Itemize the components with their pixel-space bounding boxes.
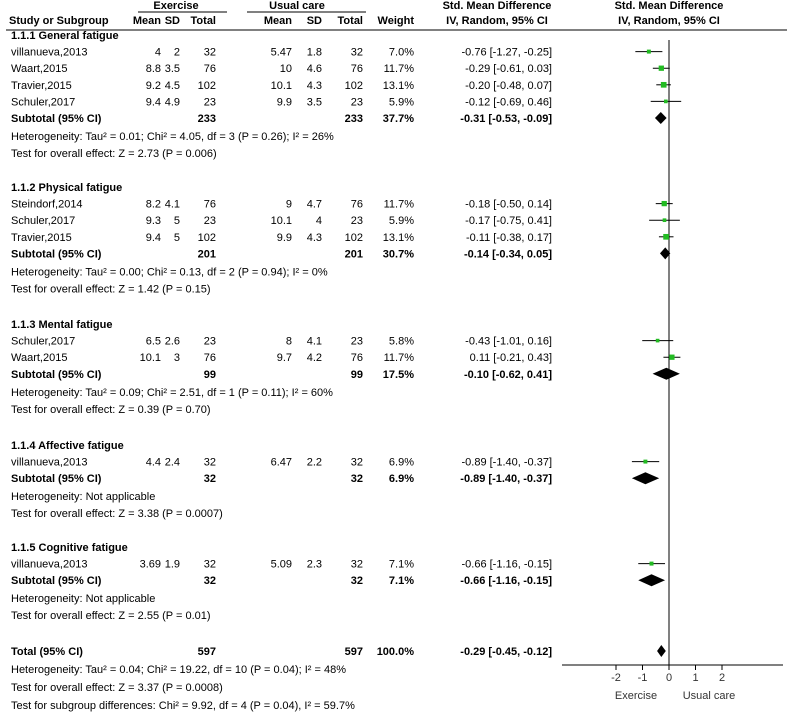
study-name: Schuler,2017 xyxy=(11,96,76,109)
study-total2: 32 xyxy=(350,456,363,469)
study-name: Waart,2015 xyxy=(11,352,68,365)
study-total2: 76 xyxy=(350,352,363,365)
group-title: 1.1.1 General fatigue xyxy=(11,30,119,42)
overall-effect-text: Test for overall effect: Z = 3.38 (P = 0.0007) xyxy=(11,508,223,521)
total-diamond xyxy=(657,645,666,657)
study-sd2: 4.7 xyxy=(306,198,322,211)
subtotal-weight: 37.7% xyxy=(382,113,414,125)
total-n2: 597 xyxy=(344,646,363,658)
study-mean1: 9.3 xyxy=(145,215,161,228)
study-sd2: 2.3 xyxy=(306,558,322,571)
total-weight: 100.0% xyxy=(376,646,414,658)
study-ci: -0.43 [-1.01, 0.16] xyxy=(465,335,552,348)
study-name: Schuler,2017 xyxy=(11,215,76,228)
study-weight: 5.8% xyxy=(388,335,414,348)
study-sd1: 2 xyxy=(173,46,180,59)
study-marker xyxy=(659,66,664,71)
header-smd: Std. Mean Difference xyxy=(442,0,552,12)
subtotal-diamond xyxy=(632,472,659,484)
study-name: Travier,2015 xyxy=(11,231,72,244)
study-mean1: 4 xyxy=(154,46,161,59)
study-name: Waart,2015 xyxy=(11,63,68,76)
subtotal-total1: 32 xyxy=(203,575,216,588)
x-axis xyxy=(562,665,783,684)
subtotal-weight: 7.1% xyxy=(388,575,414,588)
subtotal-ci: -0.89 [-1.40, -0.37] xyxy=(460,473,552,486)
subtotal-diamond xyxy=(638,574,665,586)
study-marker xyxy=(643,460,647,464)
study-ci: -0.17 [-0.75, 0.41] xyxy=(465,215,552,228)
study-sd1: 4.9 xyxy=(164,96,180,109)
study-marker xyxy=(663,234,669,240)
x-axis-tick-label: 1 xyxy=(692,672,699,684)
study-total2: 23 xyxy=(350,215,363,228)
study-name: Schuler,2017 xyxy=(11,335,76,348)
study-mean2: 10.1 xyxy=(270,79,292,92)
study-marker xyxy=(664,100,668,104)
overall-effect-text: Test for overall effect: Z = 2.73 (P = 0.006) xyxy=(11,148,217,160)
subtotal-total2: 233 xyxy=(344,113,363,125)
study-sd2: 1.8 xyxy=(306,46,322,59)
group-title: 1.1.5 Cognitive fatigue xyxy=(11,542,128,554)
study-ci: -0.29 [-0.61, 0.03] xyxy=(465,63,552,76)
study-total2: 32 xyxy=(350,46,363,59)
header-weight: Weight xyxy=(377,15,414,27)
subtotal-total1: 233 xyxy=(197,113,216,125)
study-weight: 7.0% xyxy=(388,46,414,59)
study-weight: 11.7% xyxy=(383,352,414,365)
subtotal-total2: 32 xyxy=(350,575,363,588)
header-method: IV, Random, 95% CI xyxy=(446,15,548,27)
total-overall-effect: Test for overall effect: Z = 3.37 (P = 0.0008) xyxy=(11,682,223,694)
heterogeneity-text: Heterogeneity: Tau² = 0.00; Chi² = 0.13, df = 2 (P = 0.94); I² = 0% xyxy=(11,266,328,279)
study-ci: -0.20 [-0.48, 0.07] xyxy=(465,79,552,92)
study-sd2: 4.3 xyxy=(306,231,322,244)
study-mean2: 9.9 xyxy=(276,96,292,109)
overall-effect-text: Test for overall effect: Z = 1.42 (P = 0.15) xyxy=(11,283,211,296)
axis-favours-right: Usual care xyxy=(682,690,736,702)
header-sd1: SD xyxy=(164,15,180,27)
study-sd2: 4.3 xyxy=(306,79,322,92)
study-ci: -0.18 [-0.50, 0.14] xyxy=(465,198,552,211)
x-axis-tick-label: -1 xyxy=(637,672,648,684)
x-axis-tick-label: 2 xyxy=(718,672,726,684)
header-total2: Total xyxy=(337,15,363,27)
study-mean2: 5.09 xyxy=(270,558,292,571)
study-marker xyxy=(650,562,654,566)
study-marker xyxy=(663,218,667,222)
study-total2: 76 xyxy=(350,63,363,76)
subtotal-ci: -0.31 [-0.53, -0.09] xyxy=(460,113,552,125)
study-marker xyxy=(661,82,667,88)
subtotal-label: Subtotal (95% CI) xyxy=(11,473,102,486)
subtotal-diamond xyxy=(655,112,667,124)
total-subgroup-test: Test for subgroup differences: Chi² = 9.92, df = 4 (P = 0.04), I² = 59.7% xyxy=(11,700,355,712)
heterogeneity-text: Heterogeneity: Tau² = 0.09; Chi² = 2.51, df = 1 (P = 0.11); I² = 60% xyxy=(11,386,333,399)
study-sd1: 5 xyxy=(173,215,180,228)
header-method-plot: IV, Random, 95% CI xyxy=(618,15,720,27)
study-weight: 11.7% xyxy=(383,198,414,211)
axis-favours-left: Exercise xyxy=(614,690,658,702)
subtotal-ci: -0.66 [-1.16, -0.15] xyxy=(460,575,552,588)
study-mean1: 6.5 xyxy=(145,335,161,348)
study-mean2: 6.47 xyxy=(270,456,292,469)
study-sd1: 3 xyxy=(173,352,180,365)
overall-effect-text: Test for overall effect: Z = 2.55 (P = 0.01) xyxy=(11,610,211,623)
plot-marks xyxy=(632,40,681,665)
subtotal-total1: 201 xyxy=(197,248,216,261)
heterogeneity-text: Heterogeneity: Not applicable xyxy=(11,491,156,504)
study-total2: 76 xyxy=(350,198,363,211)
study-name: villanueva,2013 xyxy=(11,456,88,469)
subtotal-weight: 17.5% xyxy=(382,368,414,381)
total-heterogeneity: Heterogeneity: Tau² = 0.04; Chi² = 19.22, df = 10 (P = 0.04); I² = 48% xyxy=(11,664,346,676)
study-total1: 102 xyxy=(197,79,216,92)
group-title: 1.1.3 Mental fatigue xyxy=(11,319,113,331)
study-sd2: 2.2 xyxy=(306,456,322,469)
subtotal-label: Subtotal (95% CI) xyxy=(11,248,102,261)
study-total1: 76 xyxy=(203,352,216,365)
study-name: villanueva,2013 xyxy=(11,46,88,59)
study-mean2: 8 xyxy=(285,335,292,348)
header-smd-plot: Std. Mean Difference xyxy=(614,0,724,12)
study-mean1: 9.4 xyxy=(145,96,161,109)
study-ci: -0.12 [-0.69, 0.46] xyxy=(465,96,552,109)
study-weight: 13.1% xyxy=(382,231,414,244)
subtotal-ci: -0.14 [-0.34, 0.05] xyxy=(463,248,552,261)
study-mean2: 9 xyxy=(285,198,292,211)
x-axis-tick-label: 0 xyxy=(665,672,673,684)
study-sd1: 3.5 xyxy=(164,63,180,76)
study-name: Travier,2015 xyxy=(11,79,72,92)
study-weight: 5.9% xyxy=(388,96,414,109)
table-rows xyxy=(11,30,552,622)
header-total1: Total xyxy=(190,15,216,27)
header-mean1: Mean xyxy=(132,15,161,27)
subtotal-total2: 99 xyxy=(350,368,363,381)
study-mean1: 9.2 xyxy=(145,79,161,92)
study-sd2: 4 xyxy=(315,215,322,228)
study-sd2: 4.6 xyxy=(306,63,322,76)
study-name: villanueva,2013 xyxy=(11,558,88,571)
study-mean2: 10.1 xyxy=(270,215,292,228)
header-study: Study or Subgroup xyxy=(9,15,109,27)
study-marker xyxy=(656,339,660,343)
study-sd2: 4.1 xyxy=(306,335,322,348)
study-total1: 76 xyxy=(203,63,216,76)
study-total1: 32 xyxy=(203,456,216,469)
study-ci: 0.11 [-0.21, 0.43] xyxy=(469,352,552,365)
study-sd1: 2.4 xyxy=(164,456,180,469)
study-weight: 6.9% xyxy=(388,456,414,469)
study-marker xyxy=(647,50,651,54)
study-total1: 23 xyxy=(203,335,216,348)
study-mean1: 4.4 xyxy=(145,456,161,469)
subtotal-total1: 99 xyxy=(203,368,216,381)
total-label: Total (95% CI) xyxy=(11,646,83,658)
study-sd2: 3.5 xyxy=(306,96,322,109)
study-ci: -0.76 [-1.27, -0.25] xyxy=(461,46,552,59)
study-total2: 23 xyxy=(350,96,363,109)
study-weight: 11.7% xyxy=(383,63,414,76)
subtotal-total2: 201 xyxy=(344,248,363,261)
header-exercise: Exercise xyxy=(153,0,199,12)
subtotal-label: Subtotal (95% CI) xyxy=(11,113,102,125)
study-sd1: 1.9 xyxy=(164,558,180,571)
study-ci: -0.66 [-1.16, -0.15] xyxy=(461,558,552,571)
study-weight: 13.1% xyxy=(382,79,414,92)
study-total2: 102 xyxy=(344,79,363,92)
study-ci: -0.11 [-0.38, 0.17] xyxy=(465,231,552,244)
study-sd1: 5 xyxy=(173,231,180,244)
study-sd1: 4.5 xyxy=(164,79,180,92)
study-sd1: 4.1 xyxy=(164,198,180,211)
subtotal-weight: 6.9% xyxy=(388,473,414,486)
study-mean2: 9.7 xyxy=(276,352,292,365)
total-n1: 597 xyxy=(197,646,216,658)
subtotal-ci: -0.10 [-0.62, 0.41] xyxy=(463,368,552,381)
total-ci: -0.29 [-0.45, -0.12] xyxy=(460,646,552,658)
study-sd2: 4.2 xyxy=(306,352,322,365)
group-title: 1.1.2 Physical fatigue xyxy=(11,182,123,194)
header-usual-care: Usual care xyxy=(269,0,325,12)
study-mean2: 5.47 xyxy=(270,46,292,59)
subtotal-weight: 30.7% xyxy=(382,248,414,261)
study-total1: 102 xyxy=(197,231,216,244)
study-total1: 76 xyxy=(203,198,216,211)
study-total1: 23 xyxy=(203,215,216,228)
study-total1: 23 xyxy=(203,96,216,109)
heterogeneity-text: Heterogeneity: Tau² = 0.01; Chi² = 4.05, df = 3 (P = 0.26); I² = 26% xyxy=(11,131,334,143)
subtotal-diamond xyxy=(653,368,680,380)
subtotal-label: Subtotal (95% CI) xyxy=(11,368,102,381)
study-mean1: 8.2 xyxy=(145,198,161,211)
study-mean1: 9.4 xyxy=(145,231,161,244)
study-total2: 102 xyxy=(344,231,363,244)
header-sd2: SD xyxy=(306,15,322,27)
study-weight: 5.9% xyxy=(388,215,414,228)
study-weight: 7.1% xyxy=(388,558,414,571)
study-name: Steindorf,2014 xyxy=(11,198,83,211)
header-mean2: Mean xyxy=(263,15,292,27)
study-ci: -0.89 [-1.40, -0.37] xyxy=(461,456,552,469)
study-total2: 23 xyxy=(350,335,363,348)
subtotal-total2: 32 xyxy=(350,473,363,486)
study-mean2: 9.9 xyxy=(276,231,292,244)
overall-effect-text: Test for overall effect: Z = 0.39 (P = 0.70) xyxy=(11,403,211,416)
study-mean1: 10.1 xyxy=(139,352,161,365)
study-total1: 32 xyxy=(203,558,216,571)
study-total1: 32 xyxy=(203,46,216,59)
heterogeneity-text: Heterogeneity: Not applicable xyxy=(11,593,156,606)
study-mean1: 3.69 xyxy=(139,558,161,571)
study-mean2: 10 xyxy=(279,63,292,76)
study-sd1: 2.6 xyxy=(164,335,180,348)
study-marker xyxy=(662,201,667,206)
study-mean1: 8.8 xyxy=(145,63,161,76)
group-title: 1.1.4 Affective fatigue xyxy=(11,440,124,452)
study-total2: 32 xyxy=(350,558,363,571)
study-marker xyxy=(669,355,674,360)
subtotal-label: Subtotal (95% CI) xyxy=(11,575,102,588)
subtotal-total1: 32 xyxy=(203,473,216,486)
x-axis-tick-label: -2 xyxy=(611,672,621,684)
